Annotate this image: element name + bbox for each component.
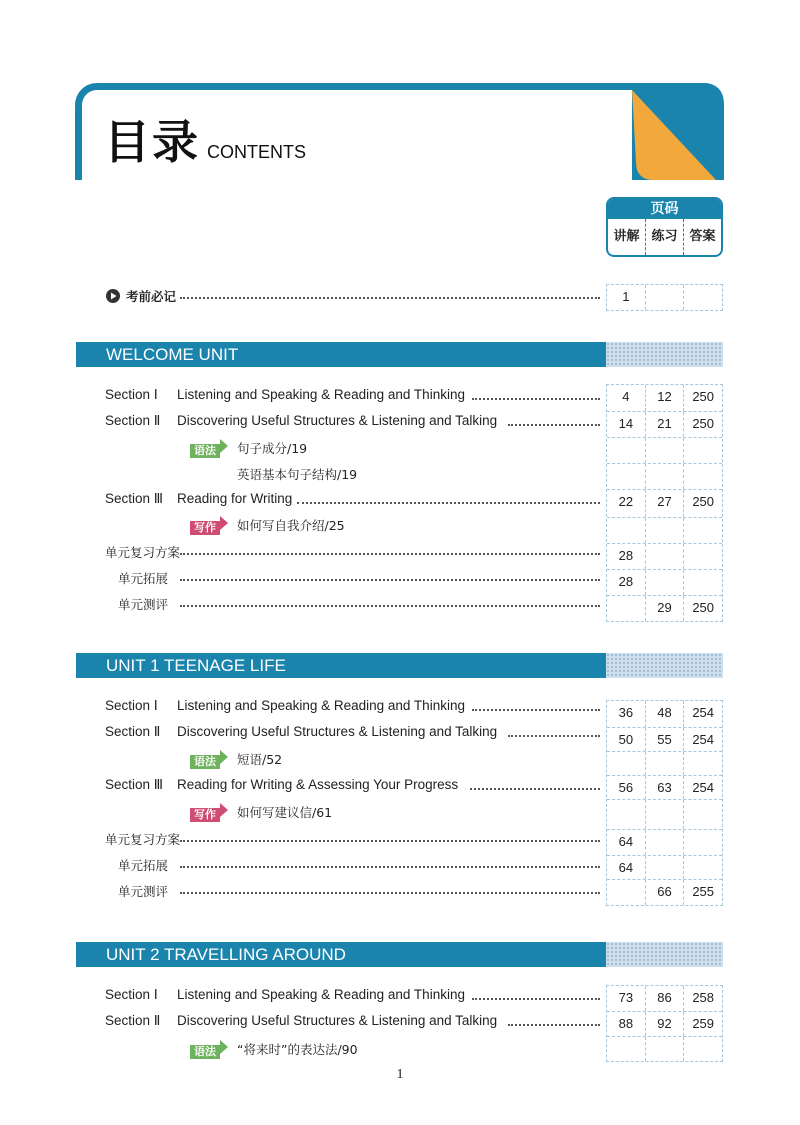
page-number-cell: 1 <box>622 289 630 304</box>
col-practice: 练习 <box>645 219 683 255</box>
page-number-cell <box>683 544 722 569</box>
page-title-en: CONTENTS <box>207 142 306 162</box>
unit-title-2[interactable]: UNIT 2 TRAVELLING AROUND <box>76 942 606 967</box>
page-number-cell: 254 <box>683 776 722 799</box>
col-lecture: 讲解 <box>613 229 640 244</box>
section-title[interactable]: Reading for Writing & Assessing Your Progress <box>177 777 459 792</box>
leader-dots <box>180 892 600 894</box>
page-number-cell: 88 <box>618 1016 634 1031</box>
page-number-cell: 254 <box>683 728 722 751</box>
page-number-cell <box>645 856 684 879</box>
grammar-item[interactable]: 英语基本句子结构/19 <box>237 467 358 482</box>
page-columns-header <box>606 197 723 257</box>
section-label: Section Ⅱ <box>105 413 161 428</box>
page-number-cell: 50 <box>618 732 634 747</box>
page-number-cell: 86 <box>645 986 684 1011</box>
section-title[interactable]: Discovering Useful Structures & Listening and Talking <box>177 413 498 428</box>
header-corner-decoration <box>632 83 724 180</box>
page-number-cell <box>683 800 722 829</box>
leader-dots <box>180 866 600 868</box>
page-number-cell <box>645 570 684 595</box>
grammar-tag <box>190 1040 232 1059</box>
leader-dots <box>180 840 600 842</box>
tag-label: 写作 <box>190 521 220 535</box>
leader-dots <box>180 297 600 299</box>
page-number-cell: 4 <box>622 389 630 404</box>
unit-extension[interactable]: 单元拓展 <box>118 571 169 586</box>
page-number-cell <box>683 464 722 489</box>
page-number-cell <box>645 285 684 310</box>
page-grid <box>606 985 723 1062</box>
tag-label: 写作 <box>190 808 220 822</box>
intro-label[interactable]: 考前必记 <box>126 289 177 304</box>
page-number-cell <box>683 830 722 855</box>
page-number-cell <box>645 544 684 569</box>
page-number-cell <box>645 464 684 489</box>
arrow-icon <box>220 803 228 817</box>
section-label: Section Ⅱ <box>105 724 161 739</box>
section-label: Section Ⅰ <box>105 698 158 713</box>
grammar-tag <box>190 439 232 458</box>
page-number-cell: 36 <box>618 705 634 720</box>
arrow-icon <box>220 1040 228 1054</box>
unit-title-welcome[interactable]: WELCOME UNIT <box>76 342 606 367</box>
page-number-cell <box>645 1037 684 1061</box>
page-number-cell <box>683 856 722 879</box>
unit-bar-pattern <box>606 342 723 367</box>
section-label: Section Ⅱ <box>105 1013 161 1028</box>
page-number-cell <box>607 518 645 543</box>
leader-dots <box>472 398 600 400</box>
page-number-cell <box>645 800 684 829</box>
page-number-cell <box>683 285 722 310</box>
arrow-icon <box>220 750 228 764</box>
unit-review[interactable]: 单元复习方案 <box>105 545 181 560</box>
page-number-cell <box>683 570 722 595</box>
leader-dots <box>297 502 600 504</box>
page-number-cell <box>645 438 684 463</box>
writing-tag <box>190 516 232 535</box>
page-number-cell: 22 <box>618 494 634 509</box>
unit-extension[interactable]: 单元拓展 <box>118 858 169 873</box>
section-title[interactable]: Listening and Speaking & Reading and Thinking <box>177 698 465 713</box>
leader-dots <box>508 424 600 426</box>
grammar-item[interactable]: 句子成分/19 <box>237 441 308 456</box>
section-title[interactable]: Listening and Speaking & Reading and Thinking <box>177 987 465 1002</box>
unit-bar-pattern <box>606 653 723 678</box>
page-grid <box>606 384 723 622</box>
page-number-cell: 21 <box>645 412 684 437</box>
writing-item[interactable]: 如何写建议信/61 <box>237 805 333 820</box>
unit-test[interactable]: 单元测评 <box>118 597 169 612</box>
page-number-cell: 250 <box>683 412 722 437</box>
page-number-cell: 92 <box>645 1012 684 1036</box>
col-answers: 答案 <box>683 219 721 255</box>
section-label: Section Ⅲ <box>105 777 164 792</box>
page-number-cell: 14 <box>618 416 634 431</box>
page-number-cell: 29 <box>645 596 684 621</box>
leader-dots <box>180 553 600 555</box>
page-number-cell: 250 <box>683 490 722 517</box>
leader-dots <box>508 1024 600 1026</box>
leader-dots <box>470 788 600 790</box>
page-number-cell: 66 <box>645 880 684 905</box>
page-number: 1 <box>396 1067 404 1082</box>
page-number-cell: 63 <box>645 776 684 799</box>
page-number-cell <box>607 464 645 489</box>
page-number-cell: 255 <box>683 880 722 905</box>
page-number-cell <box>607 752 645 775</box>
leader-dots <box>508 735 600 737</box>
page-grid <box>606 284 723 311</box>
leader-dots <box>472 998 600 1000</box>
tag-label: 语法 <box>190 444 220 458</box>
page-title-cn: 目录 <box>104 115 200 169</box>
page-number-cell: 250 <box>683 596 722 621</box>
arrow-icon <box>220 439 228 453</box>
page-number-cell <box>607 438 645 463</box>
page-number-cell: 48 <box>645 701 684 727</box>
grammar-item[interactable]: “将来时”的表达法/90 <box>237 1042 358 1057</box>
page-number-cell: 259 <box>683 1012 722 1036</box>
page-number-cell: 12 <box>645 385 684 411</box>
page-number-cell: 27 <box>645 490 684 517</box>
page-grid <box>606 700 723 906</box>
grammar-item[interactable]: 短语/52 <box>237 752 283 767</box>
unit-test[interactable]: 单元测评 <box>118 884 169 899</box>
section-title[interactable]: Discovering Useful Structures & Listening and Talking <box>177 724 498 739</box>
page-number-cell: 250 <box>683 385 722 411</box>
unit-review[interactable]: 单元复习方案 <box>105 832 181 847</box>
writing-item[interactable]: 如何写自我介绍/25 <box>237 518 345 533</box>
section-label: Section Ⅰ <box>105 387 158 402</box>
page-number-cell <box>683 518 722 543</box>
unit-bar-pattern <box>606 942 723 967</box>
page-number-cell: 28 <box>618 574 634 589</box>
page-number-cell <box>683 752 722 775</box>
page-number-cell: 64 <box>618 834 634 849</box>
page-number-cell: 254 <box>683 701 722 727</box>
writing-tag <box>190 803 232 822</box>
arrow-icon <box>220 516 228 530</box>
page-number-cell <box>645 518 684 543</box>
section-label: Section Ⅰ <box>105 987 158 1002</box>
page-columns-title: 页码 <box>608 199 721 219</box>
tag-label: 语法 <box>190 755 220 769</box>
page-number-cell <box>607 1037 645 1061</box>
page-number-cell <box>607 596 645 621</box>
page-number-cell: 73 <box>618 990 634 1005</box>
tag-label: 语法 <box>190 1045 220 1059</box>
page-number-cell <box>607 880 645 905</box>
grammar-tag <box>190 750 232 769</box>
section-title[interactable]: Discovering Useful Structures & Listening and Talking <box>177 1013 498 1028</box>
page-number-cell <box>645 830 684 855</box>
page-number-cell: 64 <box>618 860 634 875</box>
page-number-cell: 258 <box>683 986 722 1011</box>
page-number-cell <box>683 1037 722 1061</box>
leader-dots <box>472 709 600 711</box>
leader-dots <box>180 605 600 607</box>
section-title[interactable]: Reading for Writing <box>177 491 293 506</box>
unit-title-1[interactable]: UNIT 1 TEENAGE LIFE <box>76 653 606 678</box>
page-number-cell <box>683 438 722 463</box>
section-label: Section Ⅲ <box>105 491 164 506</box>
section-title[interactable]: Listening and Speaking & Reading and Thinking <box>177 387 465 402</box>
page-number-cell: 55 <box>645 728 684 751</box>
page-number-cell <box>645 752 684 775</box>
page-number-cell <box>607 800 645 829</box>
play-icon <box>106 288 120 307</box>
page-number-cell: 28 <box>618 548 634 563</box>
page-number-cell: 56 <box>618 780 634 795</box>
leader-dots <box>180 579 600 581</box>
